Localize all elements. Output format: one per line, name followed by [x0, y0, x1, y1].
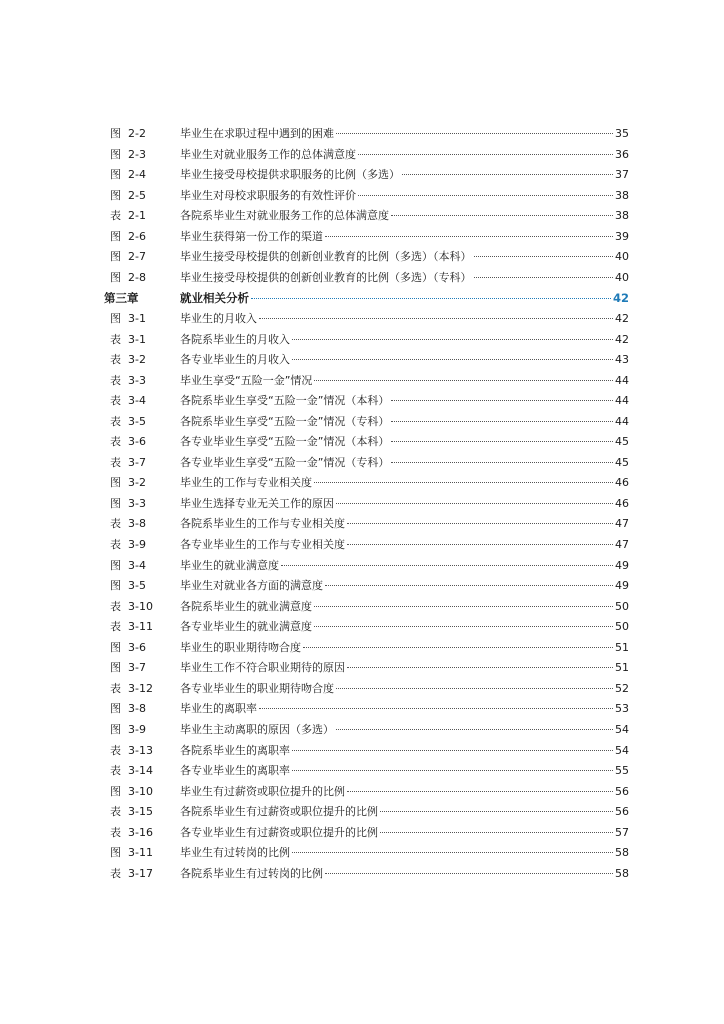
toc-chapter-entry[interactable] [0, 288, 724, 308]
entry-number: 3-6 [128, 435, 146, 449]
toc-entry[interactable] [0, 843, 724, 863]
entry-label [110, 741, 172, 761]
page-number: 50 [615, 620, 629, 634]
entry-title: 各专业毕业生的月收入 [180, 353, 290, 367]
entry-line [180, 597, 629, 617]
entry-title: 各院系毕业生对就业服务工作的总体满意度 [180, 209, 389, 223]
page-number: 44 [615, 414, 629, 428]
entry-line [180, 124, 629, 144]
leader-dots [259, 317, 613, 319]
figure-prefix: 图 [110, 168, 121, 182]
toc-entry[interactable] [0, 494, 724, 514]
figure-prefix: 图 [110, 784, 121, 798]
entry-number: 3-4 [128, 558, 146, 572]
entry-label [110, 165, 172, 185]
entry-line [180, 227, 629, 247]
toc-entry[interactable] [0, 556, 724, 576]
toc-entry[interactable] [0, 617, 724, 637]
entry-line [180, 391, 629, 411]
leader-dots [314, 481, 613, 483]
entry-title: 各院系毕业生有过转岗的比例 [180, 866, 323, 880]
entry-title: 毕业生的就业满意度 [180, 558, 279, 572]
entry-title: 毕业生在求职过程中遇到的困难 [180, 127, 334, 140]
entry-number: 2-7 [128, 250, 146, 264]
entry-label [110, 576, 172, 596]
page-number: 47 [615, 517, 629, 531]
entry-number: 3-1 [128, 332, 146, 346]
toc-entry[interactable] [0, 699, 724, 719]
entry-label [110, 432, 172, 452]
entry-number: 3-14 [128, 764, 153, 778]
page-number: 45 [615, 435, 629, 449]
figure-prefix: 图 [110, 127, 121, 140]
entry-label [110, 843, 172, 863]
toc-entry[interactable] [0, 741, 724, 761]
toc-entry[interactable] [0, 432, 724, 452]
entry-label [110, 330, 172, 350]
figure-prefix: 图 [110, 188, 121, 202]
figure-prefix: 图 [110, 250, 121, 264]
entry-line [180, 761, 629, 781]
toc-entry[interactable] [0, 535, 724, 555]
table-prefix: 表 [110, 764, 121, 778]
entry-number: 3-9 [128, 538, 146, 551]
entry-title: 毕业生接受母校提供的创新创业教育的比例（多选）（专科） [180, 270, 472, 284]
entry-title: 各院系毕业生享受“五险一金”情况（本科） [180, 394, 390, 408]
leader-dots [303, 646, 613, 648]
toc-entry[interactable] [0, 412, 724, 432]
entry-label [110, 658, 172, 678]
entry-title: 毕业生的离职率 [180, 702, 257, 716]
leader-dots [347, 790, 613, 792]
page-number: 46 [615, 496, 629, 510]
table-prefix: 表 [110, 455, 121, 469]
figure-prefix: 图 [110, 579, 121, 593]
table-prefix: 表 [110, 825, 121, 839]
table-prefix: 表 [110, 394, 121, 408]
entry-line [180, 412, 629, 432]
entry-line [180, 494, 629, 514]
entry-label [110, 309, 172, 329]
page-number: 39 [615, 229, 629, 243]
table-prefix: 表 [110, 620, 121, 634]
toc-entry[interactable] [0, 145, 724, 165]
table-prefix: 表 [110, 209, 121, 223]
page-number: 46 [615, 476, 629, 490]
page-number: 56 [615, 784, 629, 798]
table-prefix: 表 [110, 805, 121, 819]
toc-entry[interactable] [0, 802, 724, 822]
entry-label [110, 227, 172, 247]
table-prefix: 表 [110, 599, 121, 613]
figure-prefix: 图 [110, 147, 121, 161]
page-number: 52 [615, 681, 629, 695]
entry-number: 3-17 [128, 866, 153, 880]
entry-title: 各院系毕业生的月收入 [180, 332, 290, 346]
entry-number: 2-6 [128, 229, 146, 243]
entry-title: 各院系毕业生的就业满意度 [180, 599, 312, 613]
entry-line [180, 453, 629, 473]
entry-title: 各院系毕业生的离职率 [180, 743, 290, 757]
page-number: 45 [615, 455, 629, 469]
figure-prefix: 图 [110, 558, 121, 572]
entry-number: 3-5 [128, 414, 146, 428]
entry-line [180, 617, 629, 637]
table-prefix: 表 [110, 353, 121, 367]
leader-dots [336, 132, 613, 134]
entry-line [180, 658, 629, 678]
figure-prefix: 图 [110, 722, 121, 736]
entry-title: 毕业生对就业各方面的满意度 [180, 579, 323, 593]
entry-number: 3-4 [128, 394, 146, 408]
entry-title: 各院系毕业生有过薪资或职位提升的比例 [180, 805, 378, 819]
leader-dots [391, 420, 613, 422]
toc-entry[interactable] [0, 473, 724, 493]
toc-entry[interactable] [0, 227, 724, 247]
leader-dots [325, 584, 613, 586]
entry-title: 毕业生的工作与专业相关度 [180, 476, 312, 490]
entry-title: 各专业毕业生的离职率 [180, 764, 290, 778]
entry-number: 3-5 [128, 579, 146, 593]
entry-label [110, 514, 172, 534]
entry-number: 3-13 [128, 743, 153, 757]
figure-prefix: 图 [110, 846, 121, 860]
entry-title: 毕业生有过薪资或职位提升的比例 [180, 784, 345, 798]
page-number: 42 [612, 291, 629, 306]
page-number: 42 [615, 332, 629, 346]
toc-entry[interactable] [0, 206, 724, 226]
page-number: 44 [615, 373, 629, 387]
page-number: 49 [615, 579, 629, 593]
entry-label [110, 699, 172, 719]
entry-label [110, 124, 172, 144]
figure-prefix: 图 [110, 270, 121, 284]
page-number: 47 [615, 538, 629, 551]
entry-line [180, 741, 629, 761]
page-number: 49 [615, 558, 629, 572]
leader-dots [336, 728, 613, 730]
entry-number: 2-4 [128, 168, 146, 182]
page-number: 44 [615, 394, 629, 408]
entry-line [180, 350, 629, 370]
page-number: 37 [615, 168, 629, 182]
entry-number: 3-3 [128, 496, 146, 510]
entry-line [180, 371, 629, 391]
table-prefix: 表 [110, 681, 121, 695]
leader-dots [259, 707, 613, 709]
entry-line [180, 288, 629, 308]
entry-line [180, 165, 629, 185]
page-number: 55 [615, 764, 629, 778]
page-number: 56 [615, 805, 629, 819]
leader-dots [474, 276, 614, 278]
entry-title: 毕业生接受母校提供的创新创业教育的比例（多选）（本科） [180, 250, 472, 264]
entry-label [110, 494, 172, 514]
toc-entry[interactable] [0, 679, 724, 699]
entry-number: 3-8 [128, 702, 146, 716]
leader-dots [380, 810, 613, 812]
leader-dots [251, 297, 611, 299]
leader-dots [292, 338, 613, 340]
page-number: 51 [615, 661, 629, 675]
leader-dots [281, 564, 613, 566]
entry-title: 毕业生获得第一份工作的渠道 [180, 229, 323, 243]
entry-label [110, 371, 172, 391]
entry-number: 3-10 [128, 599, 153, 613]
entry-title: 各院系毕业生享受“五险一金”情况（专科） [180, 414, 390, 428]
entry-label [110, 145, 172, 165]
entry-number: 3-9 [128, 722, 146, 736]
entry-label [110, 391, 172, 411]
entry-title: 各专业毕业生的工作与专业相关度 [180, 538, 345, 551]
entry-label [110, 186, 172, 206]
figure-prefix: 图 [110, 640, 121, 654]
entry-title: 毕业生选择专业无关工作的原因 [180, 496, 334, 510]
leader-dots [391, 399, 613, 401]
entry-line [180, 309, 629, 329]
toc-entry[interactable] [0, 247, 724, 267]
page-number: 36 [615, 147, 629, 161]
entry-label [110, 556, 172, 576]
page-number: 58 [615, 866, 629, 880]
entry-number: 3-8 [128, 517, 146, 531]
toc-entry[interactable] [0, 186, 724, 206]
leader-dots [314, 605, 613, 607]
entry-title: 毕业生对母校求职服务的有效性评价 [180, 188, 356, 202]
figure-prefix: 图 [110, 476, 121, 490]
entry-title: 各专业毕业生有过薪资或职位提升的比例 [180, 825, 378, 839]
leader-dots [292, 358, 613, 360]
entry-title: 各院系毕业生的工作与专业相关度 [180, 517, 345, 531]
table-prefix: 表 [110, 435, 121, 449]
entry-title: 毕业生主动离职的原因（多选） [180, 722, 334, 736]
entry-line [180, 720, 629, 740]
leader-dots [402, 173, 613, 175]
leader-dots [292, 749, 613, 751]
leader-dots [391, 440, 613, 442]
leader-dots [347, 522, 613, 524]
toc-entry[interactable] [0, 638, 724, 658]
toc-entry[interactable] [0, 350, 724, 370]
entry-label [110, 864, 172, 884]
toc-entry[interactable] [0, 453, 724, 473]
leader-dots [314, 625, 613, 627]
table-prefix: 表 [110, 743, 121, 757]
entry-number: 3-7 [128, 661, 146, 675]
entry-title: 各专业毕业生的就业满意度 [180, 620, 312, 634]
entry-title: 毕业生有过转岗的比例 [180, 846, 290, 860]
entry-number: 3-11 [128, 846, 153, 860]
entry-number: 3-1 [128, 311, 146, 325]
leader-dots [474, 255, 614, 257]
entry-line [180, 247, 629, 267]
entry-line [180, 514, 629, 534]
entry-label [110, 247, 172, 267]
page-number: 40 [615, 250, 629, 264]
entry-label [110, 412, 172, 432]
leader-dots [325, 235, 613, 237]
toc-entry[interactable] [0, 391, 724, 411]
toc-entry[interactable] [0, 309, 724, 329]
entry-label [110, 473, 172, 493]
entry-label [110, 782, 172, 802]
toc-entry[interactable] [0, 165, 724, 185]
page-number: 50 [615, 599, 629, 613]
entry-label [110, 206, 172, 226]
table-prefix: 表 [110, 517, 121, 531]
entry-line [180, 535, 629, 555]
entry-line [180, 145, 629, 165]
page-number: 53 [615, 702, 629, 716]
leader-dots [336, 687, 613, 689]
leader-dots [358, 194, 613, 196]
page-number: 51 [615, 640, 629, 654]
table-prefix: 表 [110, 414, 121, 428]
entry-line [180, 802, 629, 822]
entry-title: 就业相关分析 [180, 291, 249, 306]
leader-dots [336, 502, 613, 504]
entry-line [180, 823, 629, 843]
toc-entry[interactable] [0, 761, 724, 781]
toc-entry[interactable] [0, 371, 724, 391]
leader-dots [314, 379, 613, 381]
page-number: 54 [615, 722, 629, 736]
entry-number: 2-1 [128, 209, 146, 223]
entry-line [180, 432, 629, 452]
toc-entry[interactable] [0, 720, 724, 740]
toc-entry[interactable] [0, 576, 724, 596]
entry-number: 3-7 [128, 455, 146, 469]
entry-line [180, 186, 629, 206]
entry-line [180, 268, 629, 288]
toc-entry[interactable] [0, 782, 724, 802]
toc-entry[interactable] [0, 864, 724, 884]
entry-number: 3-15 [128, 805, 153, 819]
entry-line [180, 782, 629, 802]
entry-line [180, 473, 629, 493]
leader-dots [347, 543, 613, 545]
toc-entry[interactable] [0, 823, 724, 843]
entry-number: 3-10 [128, 784, 153, 798]
page-number: 58 [615, 846, 629, 860]
toc-entry[interactable] [0, 597, 724, 617]
entry-label [110, 761, 172, 781]
figure-prefix: 图 [110, 661, 121, 675]
entry-line [180, 576, 629, 596]
chapter-label: 第三章 [104, 291, 139, 306]
entry-number: 2-5 [128, 188, 146, 202]
entry-line [180, 638, 629, 658]
entry-label [110, 679, 172, 699]
entry-label [110, 453, 172, 473]
entry-title: 各专业毕业生享受“五险一金”情况（专科） [180, 455, 390, 469]
entry-line [180, 864, 629, 884]
entry-line [180, 679, 629, 699]
entry-number: 3-2 [128, 353, 146, 367]
toc-entry[interactable] [0, 330, 724, 350]
leader-dots [292, 769, 613, 771]
table-prefix: 表 [110, 332, 121, 346]
entry-label [110, 617, 172, 637]
entry-number: 2-8 [128, 270, 146, 284]
figure-prefix: 图 [110, 311, 121, 325]
toc-entry[interactable] [0, 124, 724, 144]
page-number: 35 [615, 127, 629, 140]
entry-title: 毕业生享受“五险一金”情况 [180, 373, 313, 387]
entry-line [180, 556, 629, 576]
entry-title: 毕业生接受母校提供求职服务的比例（多选） [180, 168, 400, 182]
entry-number: 3-12 [128, 681, 153, 695]
table-prefix: 表 [110, 866, 121, 880]
entry-title: 毕业生的职业期待吻合度 [180, 640, 301, 654]
page-number: 40 [615, 270, 629, 284]
figure-prefix: 图 [110, 702, 121, 716]
entry-number: 2-2 [128, 127, 146, 140]
entry-label [110, 720, 172, 740]
entry-number: 3-16 [128, 825, 153, 839]
entry-number: 3-11 [128, 620, 153, 634]
entry-line [180, 699, 629, 719]
leader-dots [325, 872, 613, 874]
entry-number: 3-3 [128, 373, 146, 387]
entry-title: 各专业毕业生享受“五险一金”情况（本科） [180, 435, 390, 449]
toc-entry[interactable] [0, 658, 724, 678]
page-number: 54 [615, 743, 629, 757]
leader-dots [391, 214, 613, 216]
entry-line [180, 206, 629, 226]
entry-label [110, 597, 172, 617]
entry-title: 毕业生工作不符合职业期待的原因 [180, 661, 345, 675]
entry-label [110, 268, 172, 288]
entry-label [110, 802, 172, 822]
page-number: 57 [615, 825, 629, 839]
leader-dots [292, 851, 613, 853]
entry-label [110, 638, 172, 658]
entry-title: 各专业毕业生的职业期待吻合度 [180, 681, 334, 695]
entry-title: 毕业生的月收入 [180, 311, 257, 325]
entry-label [110, 350, 172, 370]
leader-dots [347, 666, 613, 668]
page-number: 43 [615, 353, 629, 367]
page-number: 38 [615, 209, 629, 223]
leader-dots [358, 153, 613, 155]
entry-label [110, 823, 172, 843]
page-number: 38 [615, 188, 629, 202]
entry-number: 2-3 [128, 147, 146, 161]
entry-line [180, 843, 629, 863]
entry-label [110, 535, 172, 555]
entry-number: 3-2 [128, 476, 146, 490]
leader-dots [380, 831, 613, 833]
toc-entry[interactable] [0, 514, 724, 534]
entry-number: 3-6 [128, 640, 146, 654]
toc-entry[interactable] [0, 268, 724, 288]
table-prefix: 表 [110, 538, 121, 551]
leader-dots [391, 461, 613, 463]
entry-title: 毕业生对就业服务工作的总体满意度 [180, 147, 356, 161]
figure-prefix: 图 [110, 496, 121, 510]
entry-line [180, 330, 629, 350]
figure-prefix: 图 [110, 229, 121, 243]
table-prefix: 表 [110, 373, 121, 387]
page-number: 42 [615, 311, 629, 325]
